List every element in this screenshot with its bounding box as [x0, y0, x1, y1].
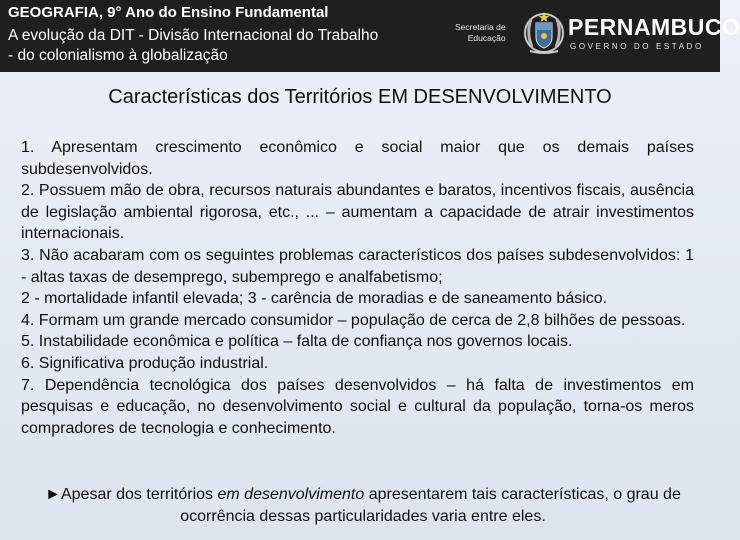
closing-note	[30, 484, 696, 527]
list-item: 3. Não acabaram com os seguintes problemas característicos dos países subdesenvolvidos: 1 - altas taxas de desemprego, subemprego e analfabetismo;	[21, 246, 694, 286]
secretaria-line-2: Educação	[467, 33, 506, 43]
slide-header	[0, 0, 740, 72]
content-title: Características dos Territórios EM DESENVOLVIMENTO	[108, 86, 612, 108]
characteristics-list	[21, 137, 694, 439]
slide-title-line-1: A evolução da DIT - Divisão Internacional do Trabalho	[8, 27, 379, 44]
list-item: 4. Formam um grande mercado consumidor – população de cerca de 2,8 bilhões de pessoas.	[21, 311, 686, 329]
list-item: 2 - mortalidade infantil elevada; 3 - carência de moradias e de saneamento básico.	[21, 290, 608, 308]
slide-title	[8, 26, 448, 66]
note-italic: em desenvolvimento	[217, 486, 365, 503]
list-item: 6. Significativa produção industrial.	[21, 354, 269, 372]
state-subtitle: GOVERNO DO ESTADO	[570, 42, 704, 51]
note-prefix: Apesar dos territórios	[60, 486, 218, 503]
slide-title-line-2: - do colonialismo à globalização	[8, 47, 228, 64]
secretaria-label	[455, 22, 506, 44]
note-suffix: apresentarem tais características, o grau de ocorrência dessas particularidades varia entre eles.	[180, 486, 681, 525]
list-item: 7. Dependência tecnológica dos países desenvolvidos – há falta de investimentos em pesquisas e educação, no desenvolvimento social e cultural da população, torna-os meros compradores de tecnologia e conhecimento.	[21, 376, 694, 437]
list-item: 5. Instabilidade econômica e política – falta de confiança nos governos locais.	[21, 333, 573, 351]
list-item: 1. Apresentam crescimento econômico e social maior que os demais países subdesenvolvidos.	[21, 139, 694, 178]
list-item: 2. Possuem mão de obra, recursos naturais abundantes e baratos, incentivos fiscais, ausência de legislação ambiental rigorosa, etc., ... – aumentam a capacidade de atrair investimentos internacionais.	[21, 182, 694, 243]
arrow-icon: ►	[45, 486, 61, 503]
subject-label: GEOGRAFIA, 9° Ano do Ensino Fundamental	[8, 4, 329, 21]
pernambuco-coat-of-arms-icon	[522, 9, 566, 55]
state-name: PERNAMBUCO	[568, 14, 740, 40]
secretaria-line-1: Secretaria de	[455, 22, 506, 32]
